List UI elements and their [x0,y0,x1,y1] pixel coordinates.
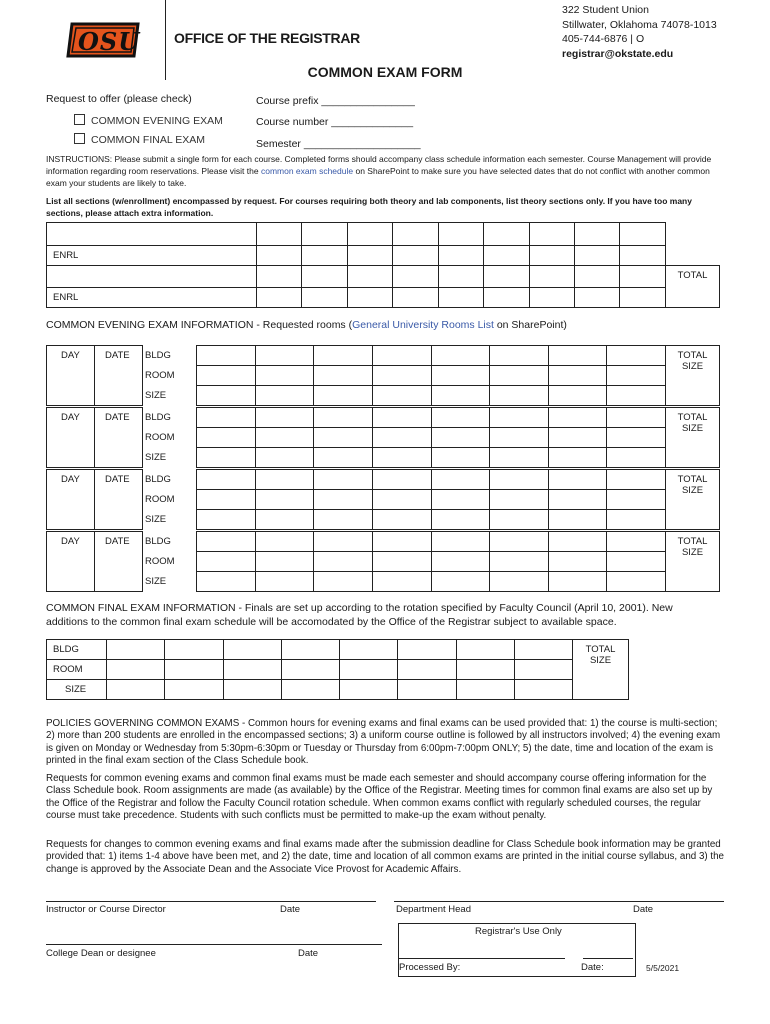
final-cell[interactable] [514,660,572,680]
date-label: DATE [95,346,143,406]
section-cell[interactable] [620,223,666,246]
evening-cell[interactable] [490,448,549,468]
registrar-use-label: Registrar's Use Only [475,926,562,937]
evening-cell[interactable] [372,572,431,592]
day-label: DAY [47,532,95,592]
final-cell[interactable] [340,680,398,700]
enrl-cell[interactable] [393,246,438,266]
section-cell[interactable] [620,266,666,288]
evening-heading-post: on SharePoint) [493,319,567,331]
section-cell[interactable] [484,266,529,288]
final-cell[interactable] [398,660,456,680]
evening-total-label: TOTAL [677,536,708,547]
section-cell[interactable] [47,223,257,246]
evening-cell[interactable] [607,366,666,386]
evening-cell[interactable] [490,490,549,510]
evening-cell[interactable] [372,346,431,366]
section-cell[interactable] [302,223,347,246]
section-cell[interactable] [438,266,483,288]
bldg-label: BLDG [143,408,197,428]
enrl-cell[interactable] [484,246,529,266]
address-line-2: Stillwater, Oklahoma 74078-1013 [562,18,717,31]
evening-cell[interactable] [607,448,666,468]
evening-cell[interactable] [255,510,314,530]
section-cell[interactable] [256,266,301,288]
enrl-label-1: ENRL [47,246,257,266]
section-cell[interactable] [256,223,301,246]
evening-cell[interactable] [372,408,431,428]
evening-cell[interactable] [197,470,256,490]
final-size-label: SIZE [47,680,107,700]
room-label: ROOM [143,552,197,572]
email-line: registrar@okstate.edu [562,47,674,60]
evening-cell[interactable] [431,470,490,490]
final-table [46,639,629,700]
final-cell[interactable] [165,640,223,660]
enrl-label-2: ENRL [47,288,257,308]
evening-total-cell [666,346,720,406]
evening-cell[interactable] [197,572,256,592]
evening-cell[interactable] [372,532,431,552]
enrl-cell[interactable] [575,246,620,266]
evening-cell[interactable] [255,532,314,552]
final-total-label: TOTAL [585,644,616,655]
evening-exam-block [46,531,720,592]
evening-total-size-label: SIZE [681,423,704,434]
course-number-field[interactable]: Course number ______________ [256,116,414,128]
evening-exam-checkbox-row[interactable] [74,114,223,127]
instructions-text-2: on SharePoint to make sure you have selected dates that do not conflict with another common exam your students are likely to take. [46,166,710,188]
section-cell[interactable] [529,223,574,246]
evening-cell[interactable] [314,386,373,406]
evening-cell[interactable] [548,470,607,490]
final-cell[interactable] [281,660,339,680]
evening-cell[interactable] [197,510,256,530]
day-label: DAY [47,408,95,468]
dept-head-date-label: Date [633,904,654,915]
evening-cell[interactable] [490,470,549,490]
final-cell[interactable] [456,680,514,700]
final-cell[interactable] [107,680,165,700]
evening-cell[interactable] [372,428,431,448]
evening-total-size-label: SIZE [681,361,704,372]
evening-cell[interactable] [607,572,666,592]
evening-cell[interactable] [197,428,256,448]
evening-cell[interactable] [431,448,490,468]
evening-cell[interactable] [197,490,256,510]
enrl-cell[interactable] [620,246,666,266]
policies-paragraph-3: Requests for changes to common evening exams and final exams made after the submission deadline for Class Schedule book information may be granted provided that: 1) items 1-4 above have been met, and 2) the date, time and location of all common exams are printed in the initial course syllabus, and 3) the change is approved by the Associate Dean and the Associate Vice Provost for Academic Affairs. [46,839,724,875]
evening-cell[interactable] [607,428,666,448]
evening-cell[interactable] [607,346,666,366]
evening-cell[interactable] [314,552,373,572]
evening-cell[interactable] [490,572,549,592]
evening-cell[interactable] [197,366,256,386]
evening-total-size-label: SIZE [681,547,704,558]
evening-cell[interactable] [607,510,666,530]
evening-exam-label: COMMON EVENING EXAM [91,115,223,127]
dean-label: College Dean or designee [46,948,156,959]
date-label: DATE [95,470,143,530]
evening-total-cell [666,408,720,468]
final-cell[interactable] [107,660,165,680]
section-cell[interactable] [438,223,483,246]
evening-cell[interactable] [607,552,666,572]
enrl-cell[interactable] [256,246,301,266]
evening-cell[interactable] [607,470,666,490]
room-label: ROOM [143,366,197,386]
final-cell[interactable] [398,640,456,660]
evening-exam-checkbox[interactable] [74,114,85,125]
evening-exam-block [46,345,720,406]
evening-cell[interactable] [255,490,314,510]
evening-cell[interactable] [197,532,256,552]
evening-cell[interactable] [548,552,607,572]
enrl-cell[interactable] [529,246,574,266]
instructor-label: Instructor or Course Director [46,904,166,915]
size-label: SIZE [143,510,197,530]
evening-cell[interactable] [548,408,607,428]
processed-date-line[interactable] [583,958,633,959]
evening-cell[interactable] [255,386,314,406]
size-label: SIZE [143,448,197,468]
evening-cell[interactable] [607,386,666,406]
evening-cell[interactable] [255,408,314,428]
evening-cell[interactable] [490,366,549,386]
evening-cell[interactable] [548,532,607,552]
evening-heading [46,319,567,331]
instructions-text-1: INSTRUCTIONS: Please submit a single form for each course. Completed forms should accompany class schedule information each semester. Course Management will provide information regarding room reservations. Please visit the [46,154,712,176]
sections-table [46,222,666,266]
evening-cell[interactable] [372,470,431,490]
evening-cell[interactable] [372,552,431,572]
bldg-label: BLDG [143,470,197,490]
evening-cell[interactable] [490,346,549,366]
final-cell[interactable] [107,640,165,660]
section-cell[interactable] [393,266,438,288]
final-cell[interactable] [514,680,572,700]
dept-head-signature-line[interactable] [394,901,724,902]
processed-by-line[interactable] [399,958,565,959]
evening-cell[interactable] [548,386,607,406]
final-exam-label: COMMON FINAL EXAM [91,134,205,146]
section-cell[interactable] [575,266,620,288]
section-cell[interactable] [529,266,574,288]
final-exam-checkbox-row[interactable] [74,133,205,146]
size-label: SIZE [143,386,197,406]
instructions [46,153,726,189]
final-cell[interactable] [340,660,398,680]
section-cell[interactable] [347,223,392,246]
evening-total-size-label: SIZE [681,485,704,496]
evening-cell[interactable] [490,510,549,530]
evening-total-cell [666,532,720,592]
evening-cell[interactable] [548,572,607,592]
evening-cell[interactable] [314,510,373,530]
processed-date-label: Date: [581,962,604,973]
day-label: DAY [47,346,95,406]
dean-date-label: Date [298,948,319,959]
evening-cell[interactable] [372,366,431,386]
evening-cell[interactable] [431,490,490,510]
final-total-size-label: SIZE [589,655,612,666]
enrl-cell[interactable] [575,288,620,308]
evening-cell[interactable] [255,470,314,490]
evening-cell[interactable] [431,366,490,386]
dean-signature-line[interactable] [46,944,382,945]
final-total-cell [573,640,629,700]
evening-cell[interactable] [607,408,666,428]
final-cell[interactable] [514,640,572,660]
sections-instruction: List all sections (w/enrollment) encompassed by request. For courses requiring both theory and lab components, list theory sections only. If you have too many sections, please attach extra information. [46,196,692,218]
bldg-label: BLDG [143,532,197,552]
evening-cell[interactable] [490,532,549,552]
evening-cell[interactable] [548,428,607,448]
evening-cell[interactable] [314,490,373,510]
room-label: ROOM [143,490,197,510]
evening-cell[interactable] [255,448,314,468]
evening-cell[interactable] [372,490,431,510]
room-label: ROOM [143,428,197,448]
evening-cell[interactable] [431,428,490,448]
enrl-cell[interactable] [393,288,438,308]
evening-cell[interactable] [314,470,373,490]
evening-cell[interactable] [431,572,490,592]
day-label: DAY [47,470,95,530]
final-cell[interactable] [223,660,281,680]
final-cell[interactable] [456,660,514,680]
section-cell[interactable] [47,266,257,288]
request-label: Request to offer (please check) [46,93,192,105]
enrl-cell[interactable] [347,246,392,266]
form-revision-date: 5/5/2021 [646,963,680,973]
evening-exam-block [46,469,720,530]
evening-cell[interactable] [197,448,256,468]
evening-heading-text: COMMON EVENING EXAM INFORMATION - Requested rooms ( [46,319,353,331]
enrl-cell[interactable] [302,288,347,308]
evening-cell[interactable] [548,490,607,510]
evening-total-label: TOTAL [677,350,708,361]
evening-exam-block [46,407,720,468]
evening-cell[interactable] [314,572,373,592]
evening-cell[interactable] [197,346,256,366]
evening-cell[interactable] [431,346,490,366]
evening-cell[interactable] [548,448,607,468]
enrl-cell[interactable] [302,246,347,266]
evening-cell[interactable] [255,428,314,448]
evening-cell[interactable] [607,532,666,552]
evening-cell[interactable] [197,386,256,406]
final-room-label: ROOM [47,660,107,680]
evening-cell[interactable] [197,552,256,572]
final-cell[interactable] [281,680,339,700]
evening-cell[interactable] [431,552,490,572]
final-cell[interactable] [398,680,456,700]
enrl-cell[interactable] [438,288,483,308]
final-cell[interactable] [340,640,398,660]
evening-cell[interactable] [490,386,549,406]
dept-head-label: Department Head [396,904,471,915]
enrl-cell[interactable] [529,288,574,308]
evening-cell[interactable] [197,408,256,428]
evening-cell[interactable] [314,448,373,468]
osu-logo-text: OSU [78,27,141,56]
evening-cell[interactable] [607,490,666,510]
section-cell[interactable] [302,266,347,288]
enrl-cell[interactable] [438,246,483,266]
final-bldg-label: BLDG [47,640,107,660]
evening-cell[interactable] [314,346,373,366]
enrl-cell[interactable] [347,288,392,308]
processed-by-label: Processed By: [399,962,461,973]
evening-cell[interactable] [255,346,314,366]
enrl-cell[interactable] [256,288,301,308]
evening-cell[interactable] [490,428,549,448]
size-label: SIZE [143,572,197,592]
final-cell[interactable] [223,640,281,660]
evening-total-label: TOTAL [677,412,708,423]
evening-cell[interactable] [314,408,373,428]
address-line-1: 322 Student Union [562,4,649,16]
final-cell[interactable] [223,680,281,700]
common-exam-schedule-link[interactable]: common exam schedule [260,166,354,176]
final-cell[interactable] [165,660,223,680]
evening-total-cell [666,470,720,530]
osu-logo [62,18,144,62]
enrl-cell[interactable] [484,288,529,308]
evening-cell[interactable] [372,448,431,468]
date-label: DATE [95,408,143,468]
final-exam-checkbox[interactable] [74,133,85,144]
date-label: DATE [95,532,143,592]
final-cell[interactable] [281,640,339,660]
final-cell[interactable] [456,640,514,660]
semester-field[interactable]: Semester ____________________ [256,138,421,150]
section-cell[interactable] [393,223,438,246]
evening-cell[interactable] [548,510,607,530]
evening-cell[interactable] [548,346,607,366]
registrar-use-box [398,923,636,977]
evening-cell[interactable] [431,510,490,530]
evening-cell[interactable] [255,572,314,592]
evening-cell[interactable] [372,510,431,530]
final-cell[interactable] [165,680,223,700]
evening-cell[interactable] [431,386,490,406]
section-cell[interactable] [347,266,392,288]
policies-paragraph-2: Requests for common evening exams and common final exams must be made each semester and should accompany course offering information for the Class Schedule book. Room assignments are made (as available) by the Office of the Registrar. Meeting times for common final exams are also set up by the Office of the Registrar and follow the Faculty Council rotation schedule. When common exams conflict with regularly scheduled courses, the regular course must take precedence. Students with such conflicts must be permitted to make-up the exam without penalty. [46,773,713,821]
evening-cell[interactable] [314,532,373,552]
section-cell[interactable] [484,223,529,246]
bldg-label: BLDG [143,346,197,366]
policies-paragraph-1: POLICIES GOVERNING COMMON EXAMS - Common hours for evening exams and final exams can be used provided that: 1) the course is multi-section; 2) more than 200 students are enrolled in the encompassed sections; 3) a uniform course outline is followed by all instructors involved; 4) the evening exam is given on Monday or Wednesday from 5:30pm-6:30pm or Tuesday or Thursday from 6:00pm-7:00pm ONLY; 5) the date, time and location of the exam is printed in the final exam section of the Class Schedule book. [46,718,721,766]
evening-cell[interactable] [314,366,373,386]
evening-cell[interactable] [490,408,549,428]
evening-total-label: TOTAL [677,474,708,485]
evening-cell[interactable] [255,366,314,386]
sections-table-2 [46,265,720,308]
rooms-list-link[interactable]: General University Rooms List [352,319,494,331]
evening-cell[interactable] [255,552,314,572]
phone-line: 405-744-6876 | O [562,33,645,45]
evening-cell[interactable] [372,386,431,406]
form-title: COMMON EXAM FORM [307,64,463,80]
evening-cell[interactable] [548,366,607,386]
evening-cell[interactable] [431,532,490,552]
evening-cell[interactable] [314,428,373,448]
instructor-date-label: Date [280,904,301,915]
office-title: OFFICE OF THE REGISTRAR [174,30,360,46]
enrl-cell[interactable] [620,288,666,308]
evening-cell[interactable] [431,408,490,428]
evening-cell[interactable] [490,552,549,572]
course-prefix-field[interactable]: Course prefix ________________ [256,95,415,107]
final-heading: COMMON FINAL EXAM INFORMATION - Finals are set up according to the rotation specified by Faculty Council (April 10, 2001). New additions to the common final exam schedule will be accomodated by the Office of the Registrar subject to available space. [46,602,673,628]
total-label: TOTAL [666,266,720,308]
address-block [562,3,717,61]
instructor-signature-line[interactable] [46,901,376,902]
section-cell[interactable] [575,223,620,246]
